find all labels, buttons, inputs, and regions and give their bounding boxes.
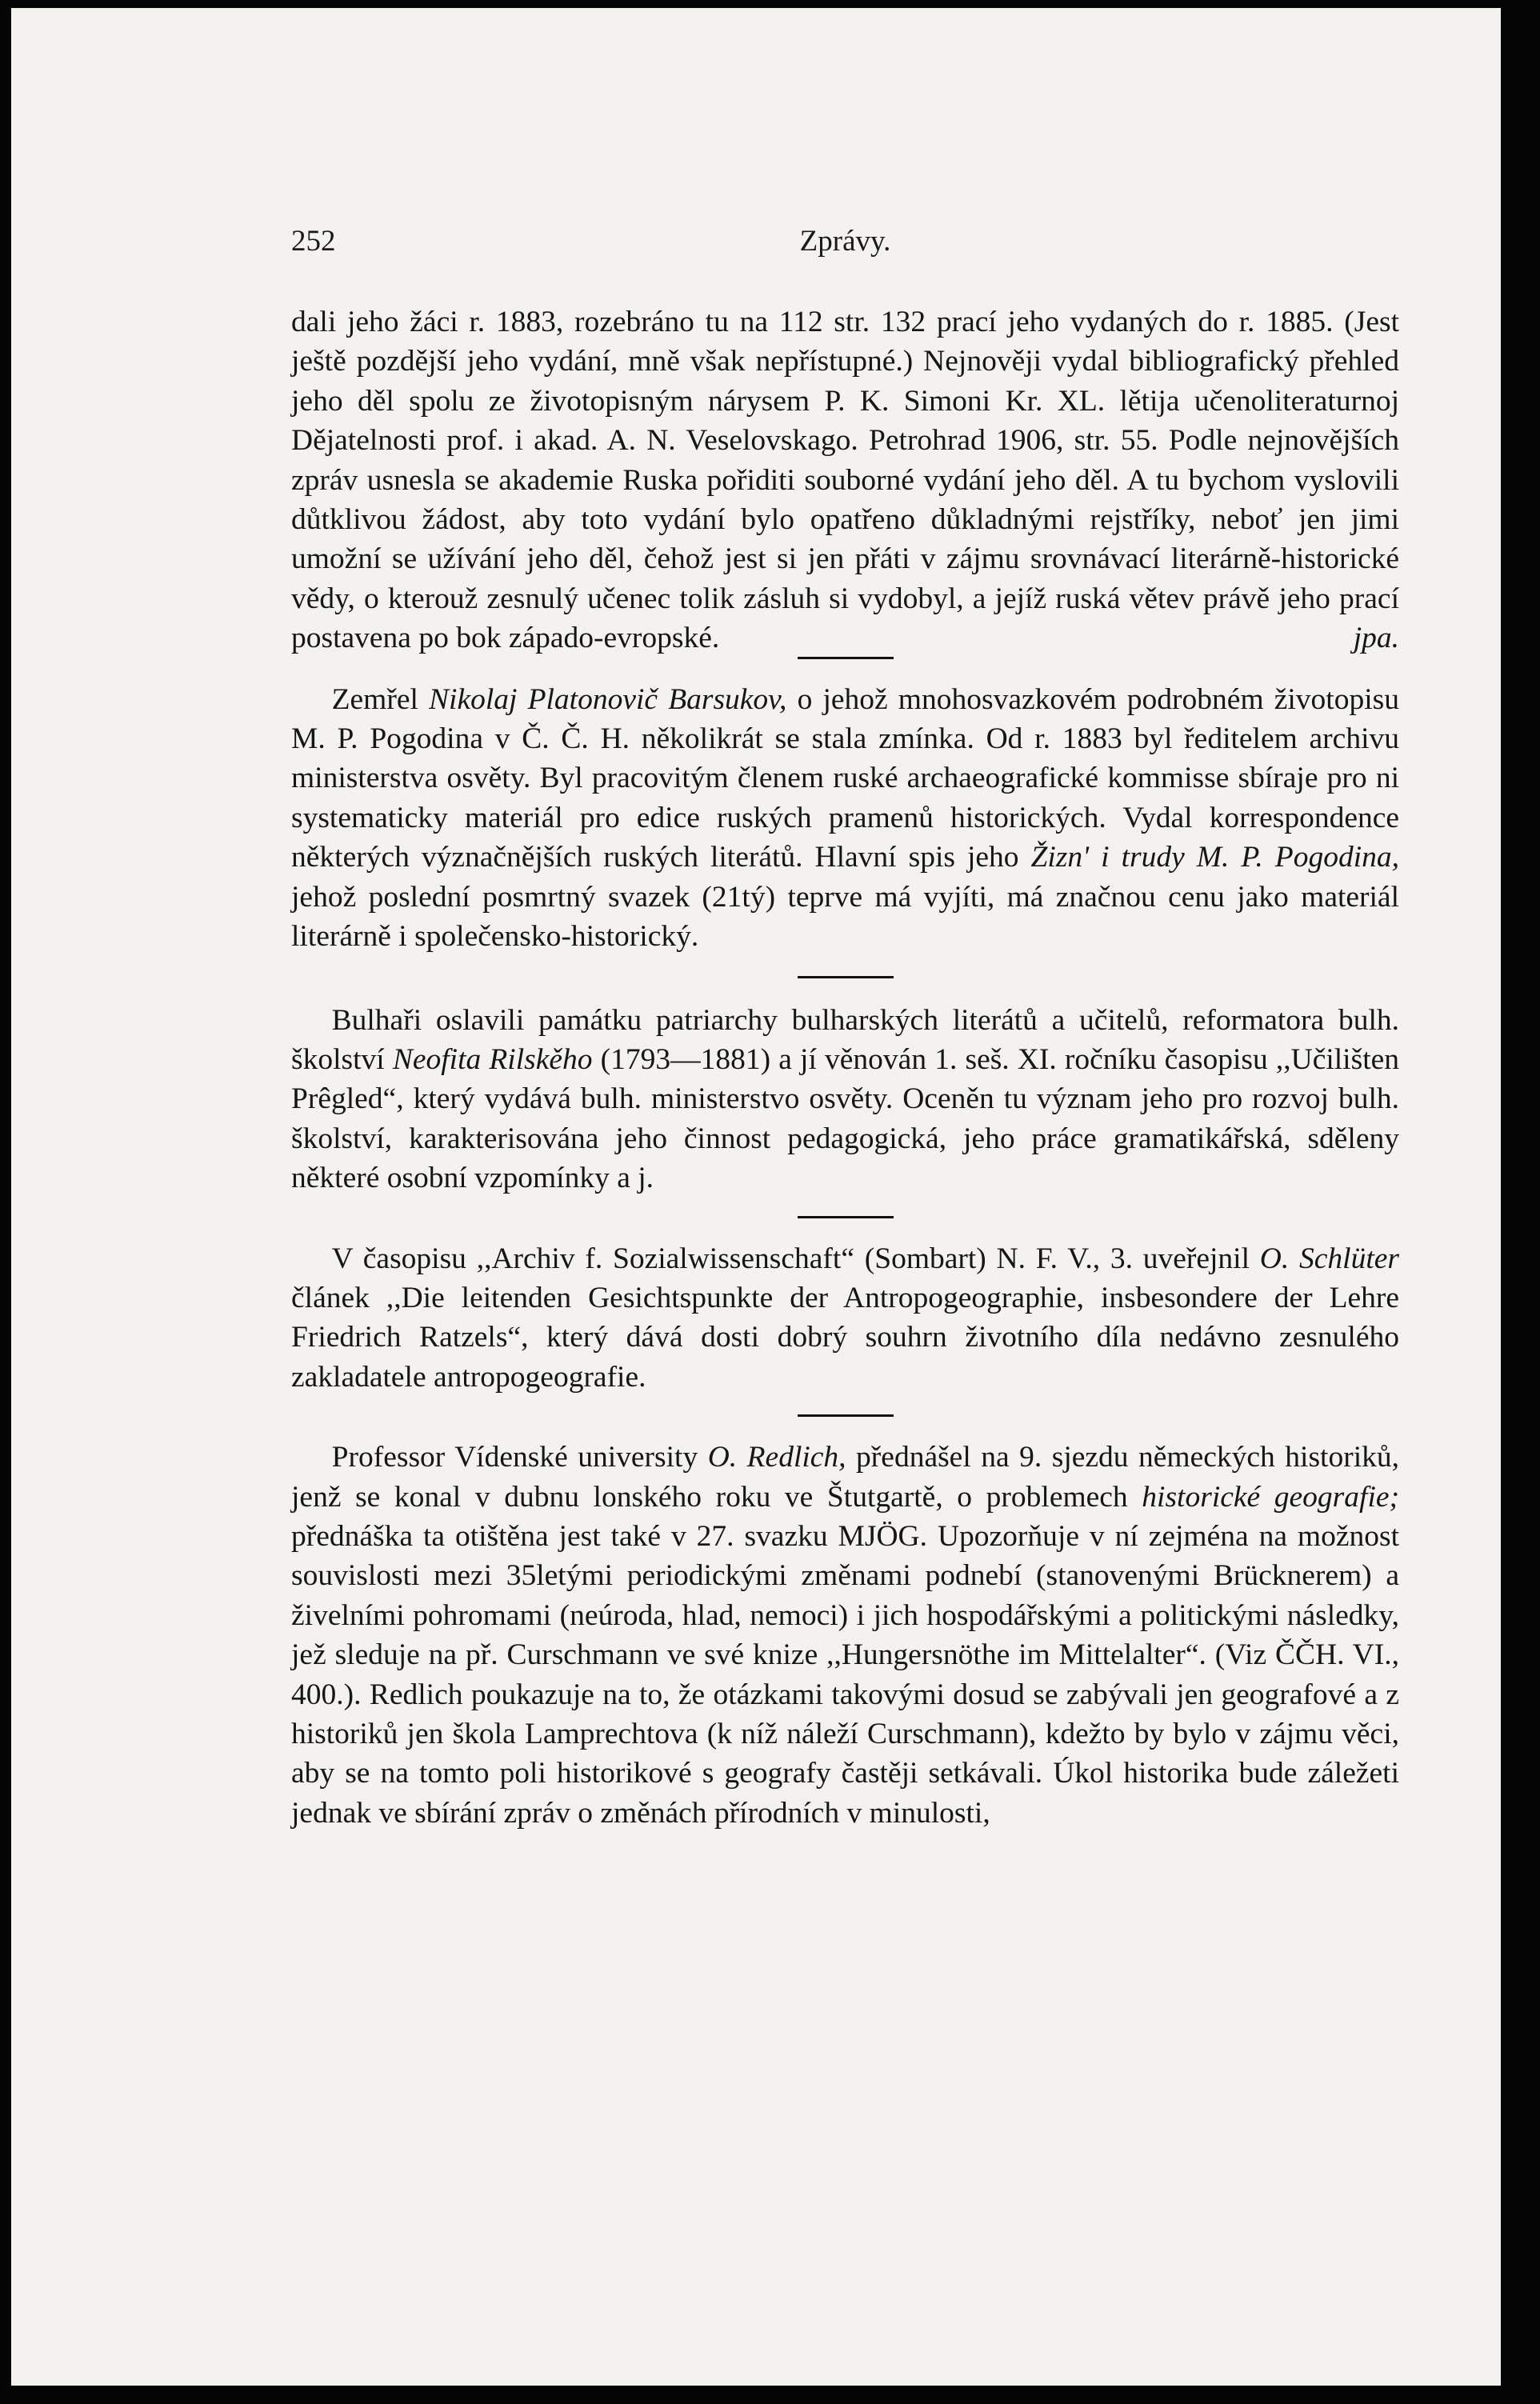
section-separator (798, 1216, 894, 1218)
paragraph-barsukov (291, 680, 1399, 957)
author-signature: jpa. (1353, 622, 1399, 655)
section-separator (798, 1414, 894, 1417)
running-header (291, 224, 1399, 272)
person-name: Neofita Rilskěho (392, 1042, 593, 1076)
paragraph-text: V časopisu ,,Archiv f. Sozialwissenschaft“ (Sombart) N. F. V., 3. uveřejnil (331, 1242, 1260, 1275)
paragraph-text: Bulhaři oslavili památku patriarchy bulharských literátů a učitelů, reformatora bulh. školství (291, 1003, 1399, 1076)
paragraph-veselovsky (291, 302, 1399, 658)
paragraph-neofit (291, 1001, 1399, 1198)
paragraph-text: jehož poslední posmrtný svazek (21tý) teprve má vyjíti, má značnou cenu jako materiál literárně i společensko-historický. (291, 880, 1399, 954)
paragraph-text: přednášel na 9. sjezdu německých historiků, jenž se konal v dubnu lonského roku ve Štutgartě, o problemech (291, 1441, 1399, 1514)
paragraph-redlich (291, 1438, 1399, 1833)
section-separator (798, 976, 894, 978)
paragraph-text: článek ,,Die leitenden Gesichtspunkte der Antropogeographie, insbesondere der Lehre Friedrich Ratzels“, který dává dosti dobrý souhrn životního díla nedávno zesnulého zakladatele antropogeografie. (291, 1281, 1399, 1394)
book-title: Žizn' i trudy M. P. Pogodina, (1030, 841, 1399, 874)
topic-title: historické geografie; (1142, 1480, 1399, 1514)
paragraph-text: (1793—1881) a jí věnován 1. seš. XI. ročníku časopisu ,,Učilišten Prêgled“, který vydává bulh. ministerstvo osvěty. Oceněn tu význam jeho pro rozvoj bulh. školství, karakterisována jeho činnost pedagogická, jeho práce gramatikářská, sděleny některé osobní vzpomínky a j. (291, 1042, 1400, 1195)
page-number: 252 (291, 225, 336, 258)
paragraph-schluter (291, 1239, 1399, 1398)
page-title: Zprávy. (799, 225, 891, 258)
person-name: O. Schlüter (1259, 1242, 1399, 1275)
paragraph-text: o jehož mnohosvazkovém podrobném životopisu M. P. Pogodina v Č. Č. H. několikrát se stala zmínka. Od r. 1883 byl ředitelem archivu ministerstva osvěty. Byl pracovitým členem ruské archaeografické kommisse sbíraje pro ni systematicky materiál pro edice ruských pramenů historických. Vydal korrespondence některých význačnějších ruských literátů. Hlavní spis jeho (291, 682, 1399, 874)
paragraph-text: přednáška ta otištěna jest také v 27. svazku MJÖG. Upozorňuje v ní zejména na možnost souvislosti mezi 35letými periodickými změnami podnebí (stanovenými Brücknerem) a živelními pohromami (neúroda, hlad, nemoci) i jich hospodářskými a politickými následky, jež sleduje na př. Curschmann ve své knize ,,Hungersnöthe im Mittelalter“. (Viz ČČH. VI., 400.). Redlich poukazuje na to, že otázkami takovými dosud se zabývali jen geografové a z historiků jen škola Lamprechtova (k níž náleží Curschmann), kdežto by bylo v zájmu věci, aby se na tomto poli historikové s geografy častěji setkávali. Úkol historika bude záležeti jednak ve sbírání zpráv o změnách přírodních v minulosti, (291, 1519, 1399, 1830)
section-separator (798, 657, 894, 659)
paragraph-text: dali jeho žáci r. 1883, rozebráno tu na 112 str. 132 prací jeho vydaných do r. 1885. (Jest ještě pozdější jeho vydání, mně však nepřístupné.) Nejnověji vydal bibliografický přehled jeho děl spolu ze životopisným nárysem P. K. Simoni Kr. XL. lětija učenoliteraturnoj Dějatelnosti prof. i akad. A. N. Veselovskago. Petrohrad 1906, str. 55. Podle nejnovějších zpráv usnesla se akademie Ruska pořiditi souborné vydání jeho děl. A tu bychom vyslovili důtklivou žádost, aby toto vydání bylo opatřeno důkladnými rejstříky, neboť jen jimi umožní se užívání jeho děl, čehož jest si jen přáti v zájmu srovnávací literárně-historické vědy, o kterouž zesnulý učenec tolik zásluh si vydobyl, a jejíž ruská větev právě jeho prací postavena po bok západo-evropské. (291, 306, 1399, 655)
paragraph-text: Professor Vídenské university (331, 1441, 708, 1474)
page (11, 8, 1501, 2386)
body-text (291, 302, 1399, 1833)
paragraph-text: Zemřel (331, 682, 430, 716)
person-name: O. Redlich, (707, 1441, 846, 1474)
person-name: Nikolaj Platonovič Barsukov, (429, 682, 787, 716)
